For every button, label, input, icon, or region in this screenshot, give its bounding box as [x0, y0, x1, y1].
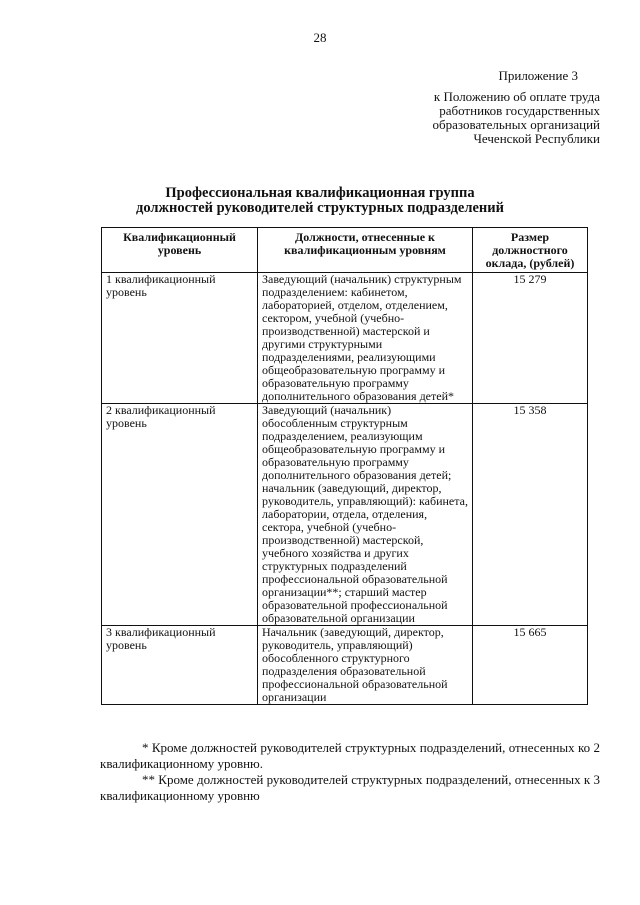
document-title [0, 186, 640, 216]
footnote-2: ** Кроме должностей руководителей структурных подразделений, отнесенных к 3 квалификационному уровню [100, 772, 600, 803]
row-level: 1 квалификационный уровень [102, 273, 258, 404]
title-line-1: Профессиональная квалификационная группа [165, 185, 475, 201]
table-row [102, 626, 588, 705]
appendix-line-1: к Положению об оплате труда [433, 89, 600, 104]
table-row [102, 404, 588, 626]
header-positions: Должности, отнесенные к квалификационным уровням [258, 228, 473, 273]
appendix-reference [340, 90, 600, 146]
appendix-label: Приложение 3 [498, 68, 578, 83]
row-salary: 15 665 [473, 626, 588, 705]
header-salary: Размер должностного оклада, (рублей) [473, 228, 588, 273]
appendix-line-4: Чеченской Республики [473, 131, 600, 146]
row-positions: Заведующий (начальник) структурным подразделением: кабинетом, лабораторией, отделом, отделением, сектором, учебной (учебно-производственной) мастерской и другими структурными подразделениями, реализующими общеобразовательную программу и образовательную программу дополнительного образования детей* [258, 273, 473, 404]
appendix-line-3: образовательных организаций [432, 117, 600, 132]
table-row [102, 273, 588, 404]
title-line-2: должностей руководителей структурных подразделений [136, 200, 504, 216]
row-salary: 15 279 [473, 273, 588, 404]
header-level: Квалификационный уровень [102, 228, 258, 273]
table-header-row [102, 228, 588, 273]
qualification-table [101, 227, 588, 705]
footnote-1: * Кроме должностей руководителей структурных подразделений, отнесенных ко 2 квалификационному уровню. [100, 740, 600, 771]
row-level: 2 квалификационный уровень [102, 404, 258, 626]
row-positions: Начальник (заведующий, директор, руководитель, управляющий) обособленного структурного подразделения образовательной профессиональной образовательной организации [258, 626, 473, 705]
row-level: 3 квалификационный уровень [102, 626, 258, 705]
appendix-line-2: работников государственных [439, 103, 600, 118]
page-number: 28 [313, 30, 327, 45]
row-positions: Заведующий (начальник) обособленным структурным подразделением, реализующим общеобразовательную программу и образовательную программу дополнительного образования детей; начальник (заведующий, директор, руководитель, управляющий): кабинета, лаборатории, отдела, отделения, сектора, учебной (учебно-производственной) мастерской, учебного хозяйства и других структурных подразделений профессиональной образовательной организации**; старший мастер образовательной профессиональной образовательной организации [258, 404, 473, 626]
footnotes [100, 740, 600, 804]
row-salary: 15 358 [473, 404, 588, 626]
